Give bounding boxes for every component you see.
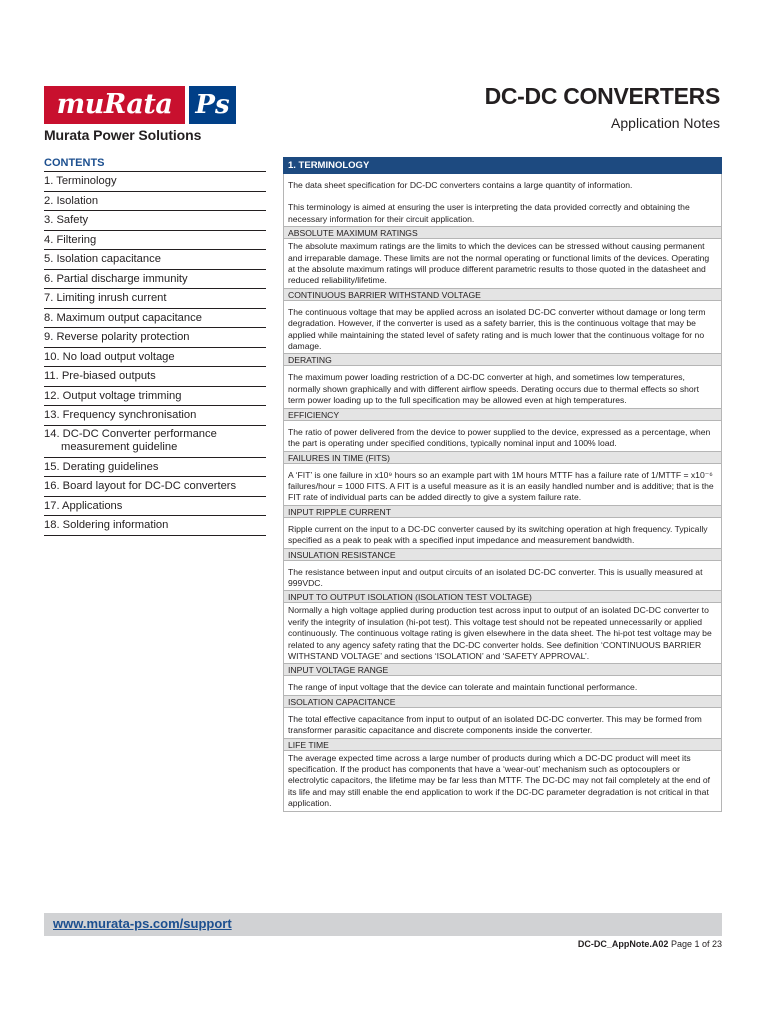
toc-item-terminology[interactable]: 1. Terminology xyxy=(44,172,266,192)
term-insulation-resistance: INSULATION RESISTANCE xyxy=(283,549,722,561)
desc-insulation-resistance: The resistance between input and output circuits of an isolated DC-DC converter. This is usually measured at 999VDC. xyxy=(283,561,722,592)
document-subtitle: Application Notes xyxy=(611,115,720,131)
page-number: Page 1 of 23 xyxy=(670,939,722,949)
toc-item-applications[interactable]: 17. Applications xyxy=(44,497,266,517)
toc-item-no-load-voltage[interactable]: 10. No load output voltage xyxy=(44,348,266,368)
term-life-time: LIFE TIME xyxy=(283,739,722,751)
desc-efficiency: The ratio of power delivered from the device to power supplied to the device, expressed as a percentage, when the part is operating under specified conditions, typically nominal input and 100% load. xyxy=(283,421,722,452)
term-fits: FAILURES IN TIME (FITS) xyxy=(283,452,722,464)
document-id: DC-DC_AppNote.A02 xyxy=(577,939,669,949)
term-isolation-test-voltage: INPUT TO OUTPUT ISOLATION (ISOLATION TEST VOLTAGE) xyxy=(283,591,722,603)
toc-item-partial-discharge[interactable]: 6. Partial discharge immunity xyxy=(44,270,266,290)
desc-fits: A ‘FIT’ is one failure in x10⁹ hours so an example part with 1M hours MTTF has a failure rate of 1/MTTF = x10⁻⁶ failures/hour = 1000 FITS. A FIT is a useful measure as it is an easily handled number and is additive; that is the FIT rate of individual parts can be added directly to give a system failure rate. xyxy=(283,464,722,506)
desc-derating: The maximum power loading restriction of a DC-DC converter at high, and sometimes low temperatures, normally shown graphically and with different airflow speeds. Derating occurs due to thermal effects so short term power loading up to the full specification may be allowed even at high temperatures. xyxy=(283,366,722,408)
intro-paragraph-1: The data sheet specification for DC-DC converters contains a large quantity of information. xyxy=(288,180,633,190)
toc-item-isolation-capacitance[interactable]: 5. Isolation capacitance xyxy=(44,250,266,270)
terminology-table xyxy=(283,157,722,812)
toc-item-filtering[interactable]: 4. Filtering xyxy=(44,231,266,251)
desc-input-voltage-range: The range of input voltage that the device can tolerate and maintain functional performance. xyxy=(283,676,722,695)
toc-item-pre-biased-outputs[interactable]: 11. Pre-biased outputs xyxy=(44,367,266,387)
table-of-contents xyxy=(44,155,266,536)
logo-ps-mark: Ps xyxy=(195,90,230,120)
toc-item-performance-line2: measurement guideline xyxy=(61,441,178,453)
toc-item-performance-guideline[interactable] xyxy=(44,426,266,458)
section-heading: 1. TERMINOLOGY xyxy=(283,157,722,174)
toc-item-voltage-trimming[interactable]: 12. Output voltage trimming xyxy=(44,387,266,407)
desc-isolation-test-voltage: Normally a high voltage applied during production test across input to output of an isolated DC-DC converter to verify the integrity of insulation (hi-pot test). This voltage test should not be repeated unnecessarily or applied continuously. The continuous voltage rating is given elsewhere in the data sheet. The hi-pot test voltage may be related to any agency safety rating that the DC-DC converter holds. See definition ‘CONTINUOUS BARRIER WITHSTAND VOLTAGE’ and sections ‘ISOLATION’ and ‘SAFETY APPROVAL’. xyxy=(283,603,722,664)
toc-item-max-output-capacitance[interactable]: 8. Maximum output capacitance xyxy=(44,309,266,329)
intro-text xyxy=(283,174,722,227)
page-info xyxy=(578,939,722,949)
term-derating: DERATING xyxy=(283,354,722,366)
toc-item-frequency-sync[interactable]: 13. Frequency synchronisation xyxy=(44,406,266,426)
toc-item-board-layout[interactable]: 16. Board layout for DC-DC converters xyxy=(44,477,266,497)
contents-heading: CONTENTS xyxy=(44,155,266,172)
toc-item-soldering[interactable]: 18. Soldering information xyxy=(44,516,266,536)
desc-isolation-capacitance: The total effective capacitance from input to output of an isolated DC-DC converter. This may be formed from transformer parasitic capacitance and discrete components inside the converter. xyxy=(283,708,722,739)
logo-brand-mark: muRata xyxy=(56,89,173,120)
support-link[interactable]: www.murata-ps.com/support xyxy=(53,916,232,931)
murata-logo xyxy=(44,86,236,146)
toc-item-performance-line1: 14. DC-DC Converter performance xyxy=(44,427,217,440)
term-barrier-withstand-voltage: CONTINUOUS BARRIER WITHSTAND VOLTAGE xyxy=(283,289,722,301)
document-title: DC-DC CONVERTERS xyxy=(484,83,720,109)
desc-life-time: The average expected time across a large number of products during which a DC-DC product will meet its specification. If the product has components that have a ‘wear-out’ mechanism such as optocouplers or electrolytic capacitors, the lifetime may be far less than MTTF. The DC-DC may not fail completely at the end of its life and may still enable the end application to work if the DC-DC parameter degradation is not critical in that application. xyxy=(283,751,722,812)
toc-item-reverse-polarity[interactable]: 9. Reverse polarity protection xyxy=(44,328,266,348)
term-efficiency: EFFICIENCY xyxy=(283,409,722,421)
desc-input-ripple-current: Ripple current on the input to a DC-DC converter caused by its switching operation at high frequency. Typically specified as a peak to peak with a specified input impedance and measurement bandwidth. xyxy=(283,518,722,549)
term-input-voltage-range: INPUT VOLTAGE RANGE xyxy=(283,664,722,676)
desc-barrier-withstand-voltage: The continuous voltage that may be applied across an isolated DC-DC converter without damage or long term degradation. However, if the converter is used as a safety barrier, this is the continuous voltage that may be applied while maintaining the stated level of safety rating and is much lower that the continuous voltage for no damage. xyxy=(283,301,722,355)
toc-item-inrush-current[interactable]: 7. Limiting inrush current xyxy=(44,289,266,309)
toc-item-isolation[interactable]: 2. Isolation xyxy=(44,192,266,212)
toc-item-safety[interactable]: 3. Safety xyxy=(44,211,266,231)
term-input-ripple-current: INPUT RIPPLE CURRENT xyxy=(283,506,722,518)
term-isolation-capacitance: ISOLATION CAPACITANCE xyxy=(283,696,722,708)
company-name: Murata Power Solutions xyxy=(44,127,202,143)
term-absolute-max-ratings: ABSOLUTE MAXIMUM RATINGS xyxy=(283,227,722,239)
intro-paragraph-2: This terminology is aimed at ensuring the user is interpreting the data provided correctly and obtaining the necessary information for their circuit application. xyxy=(288,202,690,224)
toc-item-derating[interactable]: 15. Derating guidelines xyxy=(44,458,266,478)
desc-absolute-max-ratings: The absolute maximum ratings are the limits to which the devices can be stressed without causing permanent and irreparable damage. These limits are not the normal operating or functional limits of the devices. Operating at the absolute maximum ratings will produce different parametric results to those quoted in the datasheet and reduced reliability/lifetime. xyxy=(283,239,722,289)
